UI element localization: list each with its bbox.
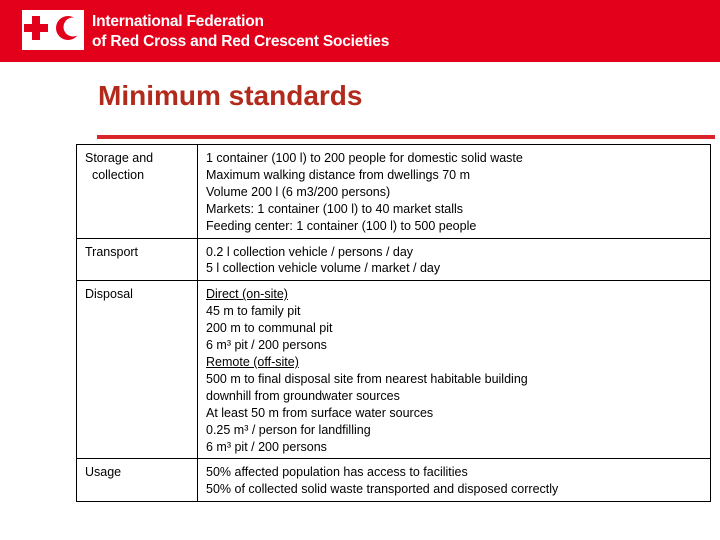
- detail-line: 50% affected population has access to facilities: [206, 465, 468, 480]
- table-row: [77, 281, 711, 459]
- detail-line: Maximum walking distance from dwellings 70 m: [206, 167, 470, 182]
- page-title: Minimum standards: [98, 80, 363, 111]
- table-row: [77, 459, 711, 502]
- detail-line: 6 m³ pit / 200 persons: [206, 439, 327, 454]
- category-cell: [77, 281, 198, 459]
- detail-line: 0.2 l collection vehicle / persons / day: [206, 244, 414, 259]
- detail-line: 500 m to final disposal site from nearest habitable building: [206, 371, 528, 386]
- org-name-line1: International Federation: [92, 13, 264, 30]
- category-cell: [77, 459, 198, 502]
- detail-line: 5 l collection vehicle volume / market / day: [206, 261, 441, 276]
- category-label: Transport: [85, 244, 139, 259]
- detail-line: 50% of collected solid waste transported and disposed correctly: [206, 482, 559, 497]
- category-label: Usage: [85, 465, 122, 480]
- category-cell: [77, 145, 198, 239]
- detail-line: Markets: 1 container (100 l) to 40 market stalls: [206, 201, 464, 216]
- header-banner: [0, 0, 720, 62]
- table-row: [77, 238, 711, 281]
- detail-line: 200 m to communal pit: [206, 321, 333, 336]
- detail-line: 6 m³ pit / 200 persons: [206, 338, 327, 353]
- details-cell: [198, 281, 711, 459]
- detail-line: Volume 200 l (6 m3/200 persons): [206, 184, 391, 199]
- category-label: Disposal: [85, 287, 133, 302]
- category-label-line1: Storage and: [85, 151, 154, 165]
- detail-line: At least 50 m from surface water sources: [206, 405, 434, 420]
- details-cell: [198, 459, 711, 502]
- subheading-remote: Remote (off-site): [206, 354, 299, 369]
- category-cell: [77, 238, 198, 281]
- organization-name: [92, 12, 389, 52]
- subheading-direct: Direct (on-site): [206, 287, 288, 302]
- detail-line: 45 m to family pit: [206, 304, 301, 319]
- table-row: [77, 145, 711, 239]
- detail-line: 1 container (100 l) to 200 people for domestic solid waste: [206, 151, 523, 165]
- details-cell: [198, 238, 711, 281]
- org-name-line2: of Red Cross and Red Crescent Societies: [92, 33, 390, 50]
- details-cell: [198, 145, 711, 239]
- category-label-line2: collection: [85, 167, 145, 182]
- detail-line: Feeding center: 1 container (100 l) to 500 people: [206, 218, 477, 233]
- standards-table: [76, 144, 711, 502]
- detail-line: 0.25 m³ / person for landfilling: [206, 422, 371, 437]
- detail-line: downhill from groundwater sources: [206, 388, 400, 403]
- logo: [22, 10, 84, 50]
- red-cross-red-crescent-icon: [22, 10, 84, 50]
- title-divider: [97, 135, 715, 139]
